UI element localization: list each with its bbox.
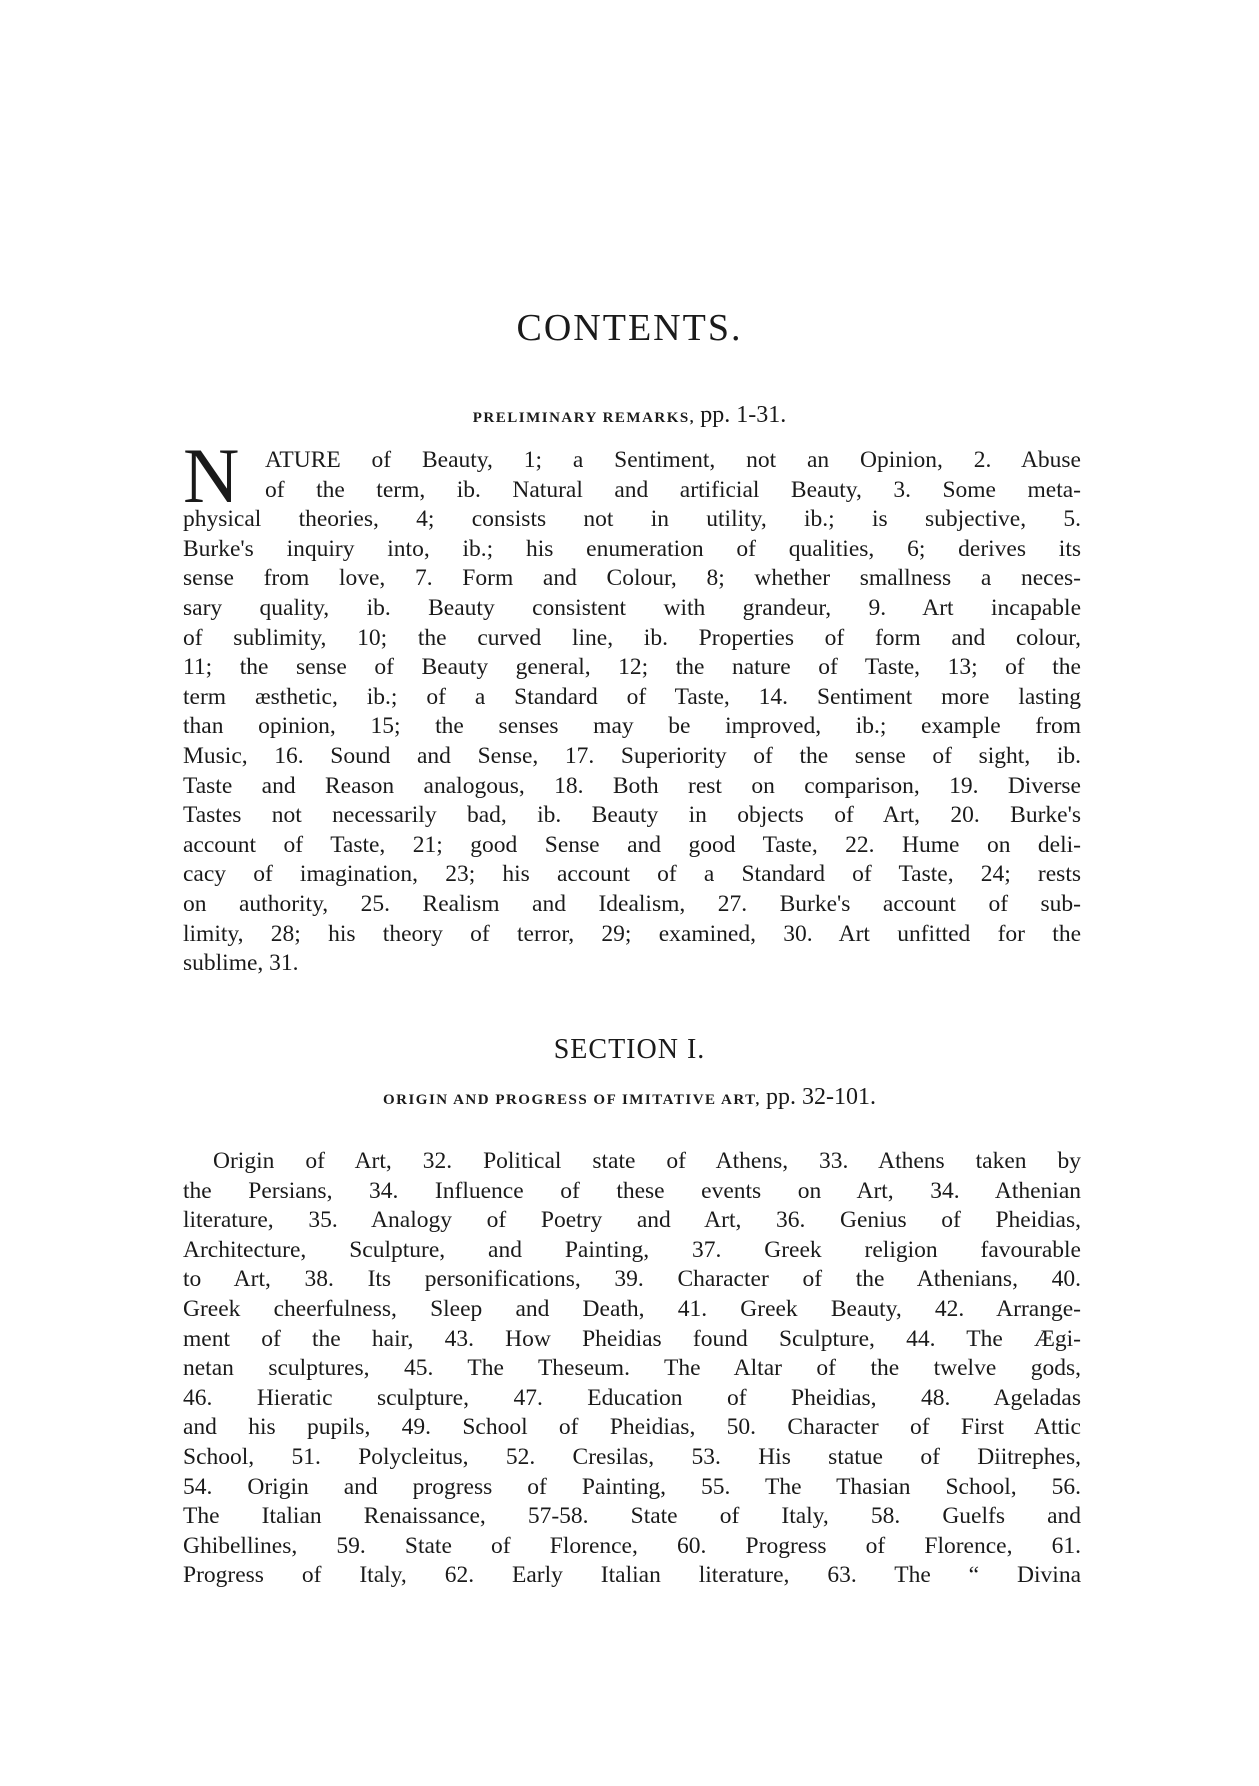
text-line: Origin of Art, 32. Political state of Athens, 33. Athens taken by [213,1148,1081,1174]
text-line: of sublimity, 10; the curved line, ib. Properties of form and colour, [183,624,1081,651]
page-title: CONTENTS. [516,307,743,349]
text-line: netan sculptures, 45. The Theseum. The Altar of the twelve gods, [183,1355,1081,1382]
section-title: SECTION I. [553,1034,706,1065]
text-line: physical theories, 4; consists not in utility, ib.; is subjective, 5. [183,506,1081,533]
text-line: sublime, 31. [183,950,299,977]
section-heading-label: ORIGIN AND PROGRESS OF IMITATIVE ART, [382,1092,761,1108]
text-line: 54. Origin and progress of Painting, 55. The Thasian School, 56. [183,1473,1081,1500]
text-line: Burke's inquiry into, ib.; his enumeration of qualities, 6; derives its [183,535,1081,562]
text-line: literature, 35. Analogy of Poetry and Art, 36. Genius of Pheidias, [183,1207,1081,1234]
text-line: limity, 28; his theory of terror, 29; examined, 30. Art unfitted for the [183,920,1081,947]
section-paragraph [183,1147,1081,1591]
text-line: 46. Hieratic sculpture, 47. Education of Pheidias, 48. Ageladas [183,1384,1081,1411]
preliminary-page-range: pp. 1-31. [700,402,787,428]
text-line: Architecture, Sculpture, and Painting, 37. Greek religion favourable [183,1236,1081,1263]
text-line: Ghibellines, 59. State of Florence, 60. Progress of Florence, 61. [183,1532,1081,1559]
text-line: Taste and Reason analogous, 18. Both rest on comparison, 19. Diverse [183,772,1081,799]
section-heading [0,1084,1259,1111]
text-line: sense from love, 7. Form and Colour, 8; whether smallness a neces- [183,565,1081,592]
text-line: 11; the sense of Beauty general, 12; the nature of Taste, 13; of the [183,654,1081,681]
text-line: to Art, 38. Its personifications, 39. Character of the Athenians, 40. [183,1266,1081,1293]
text-line: Greek cheerfulness, Sleep and Death, 41. Greek Beauty, 42. Arrange- [183,1295,1081,1322]
text-line: Music, 16. Sound and Sense, 17. Superiority of the sense of sight, ib. [183,742,1081,769]
text-line: and his pupils, 49. School of Pheidias, 50. Character of First Attic [183,1414,1081,1441]
text-line: ment of the hair, 43. How Pheidias found Sculpture, 44. The Ægi- [183,1325,1081,1352]
drop-cap: N [183,444,240,510]
preliminary-heading [0,402,1259,429]
text-line: on authority, 25. Realism and Idealism, 27. Burke's account of sub- [183,890,1081,917]
text-line: of the term, ib. Natural and artificial Beauty, 3. Some meta- [265,476,1081,503]
preliminary-heading-label: PRELIMINARY REMARKS, [472,410,695,426]
text-line: term æsthetic, ib.; of a Standard of Taste, 14. Sentiment more lasting [183,683,1081,710]
text-line: sary quality, ib. Beauty consistent with grandeur, 9. Art incapable [183,594,1081,621]
text-line: ATURE of Beauty, 1; a Sentiment, not an Opinion, 2. Abuse [265,447,1081,473]
text-line: School, 51. Polycleitus, 52. Cresilas, 53. His statue of Diitrephes, [183,1443,1081,1470]
text-line: the Persians, 34. Influence of these events on Art, 34. Athenian [183,1177,1081,1204]
preliminary-paragraph [183,446,1081,979]
text-line: account of Taste, 21; good Sense and good Taste, 22. Hume on deli- [183,831,1081,858]
text-line: cacy of imagination, 23; his account of a Standard of Taste, 24; rests [183,861,1081,888]
section-page-range: pp. 32-101. [766,1084,877,1110]
text-line: Progress of Italy, 62. Early Italian literature, 63. The “ Divina [183,1562,1081,1589]
text-line: than opinion, 15; the senses may be improved, ib.; example from [183,713,1081,740]
text-line: The Italian Renaissance, 57-58. State of Italy, 58. Guelfs and [183,1503,1081,1530]
text-line: Tastes not necessarily bad, ib. Beauty in objects of Art, 20. Burke's [183,802,1081,829]
